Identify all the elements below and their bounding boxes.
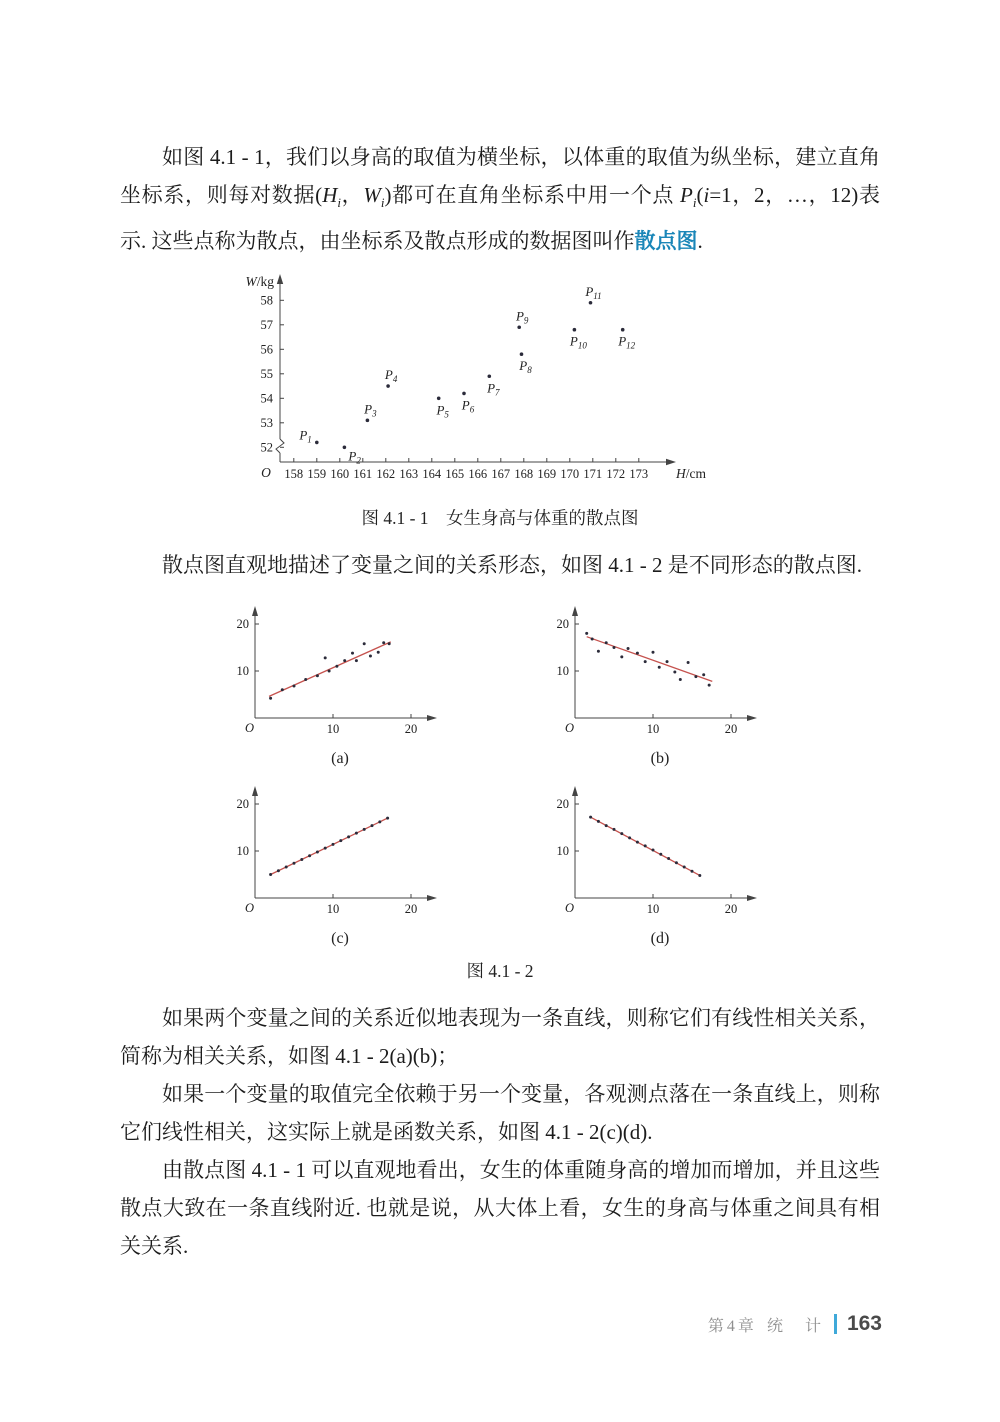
figure-4-1-1-caption: 图 4.1 - 1 女生身高与体重的散点图 [361,508,639,529]
scatter-chart-d [545,778,775,928]
svg-text:P5: $P_5$ [436,402,449,420]
chart-c-caption: (c) [331,930,349,948]
chart-b-caption: (b) [650,750,670,768]
svg-text:20: 20 [236,797,249,812]
svg-text:171: 171 [583,467,603,482]
svg-text:10: 10 [326,902,340,917]
svg-text:20: 20 [404,902,418,917]
svg-text:20: 20 [404,722,418,737]
scatter-chart-a [225,598,455,748]
svg-text:P7: $P_7$ [487,380,500,398]
svg-text:10: 10 [556,664,569,679]
svg-text:20: 20 [724,722,738,737]
svg-text:163: 163 [399,467,419,482]
chart-d-caption: (d) [650,930,670,948]
svg-text:10: 10 [646,902,660,917]
svg-text:P8: $P_8$ [519,358,532,376]
svg-text:P10: $P_{10}$ [569,333,587,351]
chart-c-cell [180,778,500,948]
svg-text:169: 169 [537,467,557,482]
svg-text:170: 170 [560,467,580,482]
svg-text:P4: $P_4$ [384,367,398,385]
paragraph-intro: 如图 4.1 - 1，我们以身高的取值为横坐标，以体重的取值为纵坐标，建立直角坐标系，则每对数据($H_i$，$W_i$)都可在直角坐标系中用一个点 $P_i(i=1$，2，…，12)表示. 这些点称为散点，由坐标系及散点形成的数据图叫作散点图. [120,145,880,254]
svg-text:O: O [245,721,255,736]
svg-text:W/kg: W/kg [245,274,274,290]
svg-text:10: 10 [236,664,249,679]
svg-text:166: 166 [468,467,488,482]
svg-text:54: 54 [260,391,273,406]
svg-text:P11: $P_{11}$ [585,283,602,301]
svg-text:H/cm: H/cm [676,466,706,482]
svg-text:P3: $P_3$ [364,401,377,419]
chart-d-cell [500,778,820,948]
paragraph-conclusion: 由散点图 4.1 - 1 可以直观地看出，女生的体重随身高的增加而增加，并且这些散点大致在一条直线附近. 也就是说，从大体上看，女生的身高与体重之间具有相关关系. [120,1158,880,1259]
svg-text:56: 56 [260,342,273,357]
svg-text:10: 10 [556,844,569,859]
svg-text:20: 20 [236,617,249,632]
footer-divider [834,1314,837,1334]
section-label: 统 计 [766,1317,824,1335]
svg-text:O: O [261,465,271,481]
svg-text:57: 57 [260,317,273,332]
scatter-chart-b [545,598,775,748]
figure-4-1-1 [120,266,880,530]
chart-a-caption: (a) [331,750,349,768]
svg-text:173: 173 [629,467,649,482]
svg-text:20: 20 [556,797,569,812]
svg-text:P12: $P_{12}$ [618,333,636,351]
paragraph-scatter-forms: 散点图直观地描述了变量之间的关系形态，如图 4.1 - 2 是不同形态的散点图. [162,553,862,578]
figure-4-1-2 [120,598,880,948]
svg-text:164: 164 [422,467,442,482]
svg-text:58: 58 [260,293,273,308]
svg-text:168: 168 [514,467,534,482]
svg-text:P6: $P_6$ [461,397,475,415]
svg-text:10: 10 [646,722,660,737]
svg-text:O: O [565,721,575,736]
chart-a-cell [180,598,500,768]
scatter-chart-c [225,778,455,928]
svg-text:P2: $P_2$ [348,448,361,466]
svg-text:167: 167 [491,467,511,482]
figure-4-1-1-chart-wrap [238,266,880,503]
svg-text:162: 162 [376,467,396,482]
svg-text:10: 10 [326,722,340,737]
svg-text:158: 158 [284,467,304,482]
svg-text:55: 55 [260,366,273,381]
svg-text:161: 161 [353,467,373,482]
svg-text:52: 52 [260,440,273,455]
svg-text:O: O [245,901,255,916]
svg-text:20: 20 [724,902,738,917]
paragraph-linear-correlation: 如果两个变量之间的关系近似地表现为一条直线，则称它们有线性相关关系，简称为相关关系，如图 4.1 - 2(a)(b)； [120,1006,880,1069]
svg-text:20: 20 [556,617,569,632]
svg-text:165: 165 [445,467,465,482]
figure-4-1-2-caption: 图 4.1 - 2 [466,961,534,982]
svg-text:P9: $P_9$ [515,308,529,326]
chapter-label: 第4章 [707,1317,757,1335]
svg-text:10: 10 [236,844,249,859]
chart-b-cell [500,598,820,768]
page-number: 163 [846,1312,882,1335]
svg-text:O: O [565,901,575,916]
svg-text:172: 172 [606,467,626,482]
scatter-chart-height-weight [238,266,758,498]
svg-text:P1: $P_1$ [299,427,312,445]
svg-text:53: 53 [260,415,273,430]
paragraph-functional-relation: 如果一个变量的取值完全依赖于另一个变量，各观测点落在一条直线上，则称它们线性相关，这实际上就是函数关系，如图 4.1 - 2(c)(d). [120,1082,880,1145]
svg-text:160: 160 [330,467,350,482]
page-footer [708,1312,882,1336]
svg-text:159: 159 [307,467,327,482]
